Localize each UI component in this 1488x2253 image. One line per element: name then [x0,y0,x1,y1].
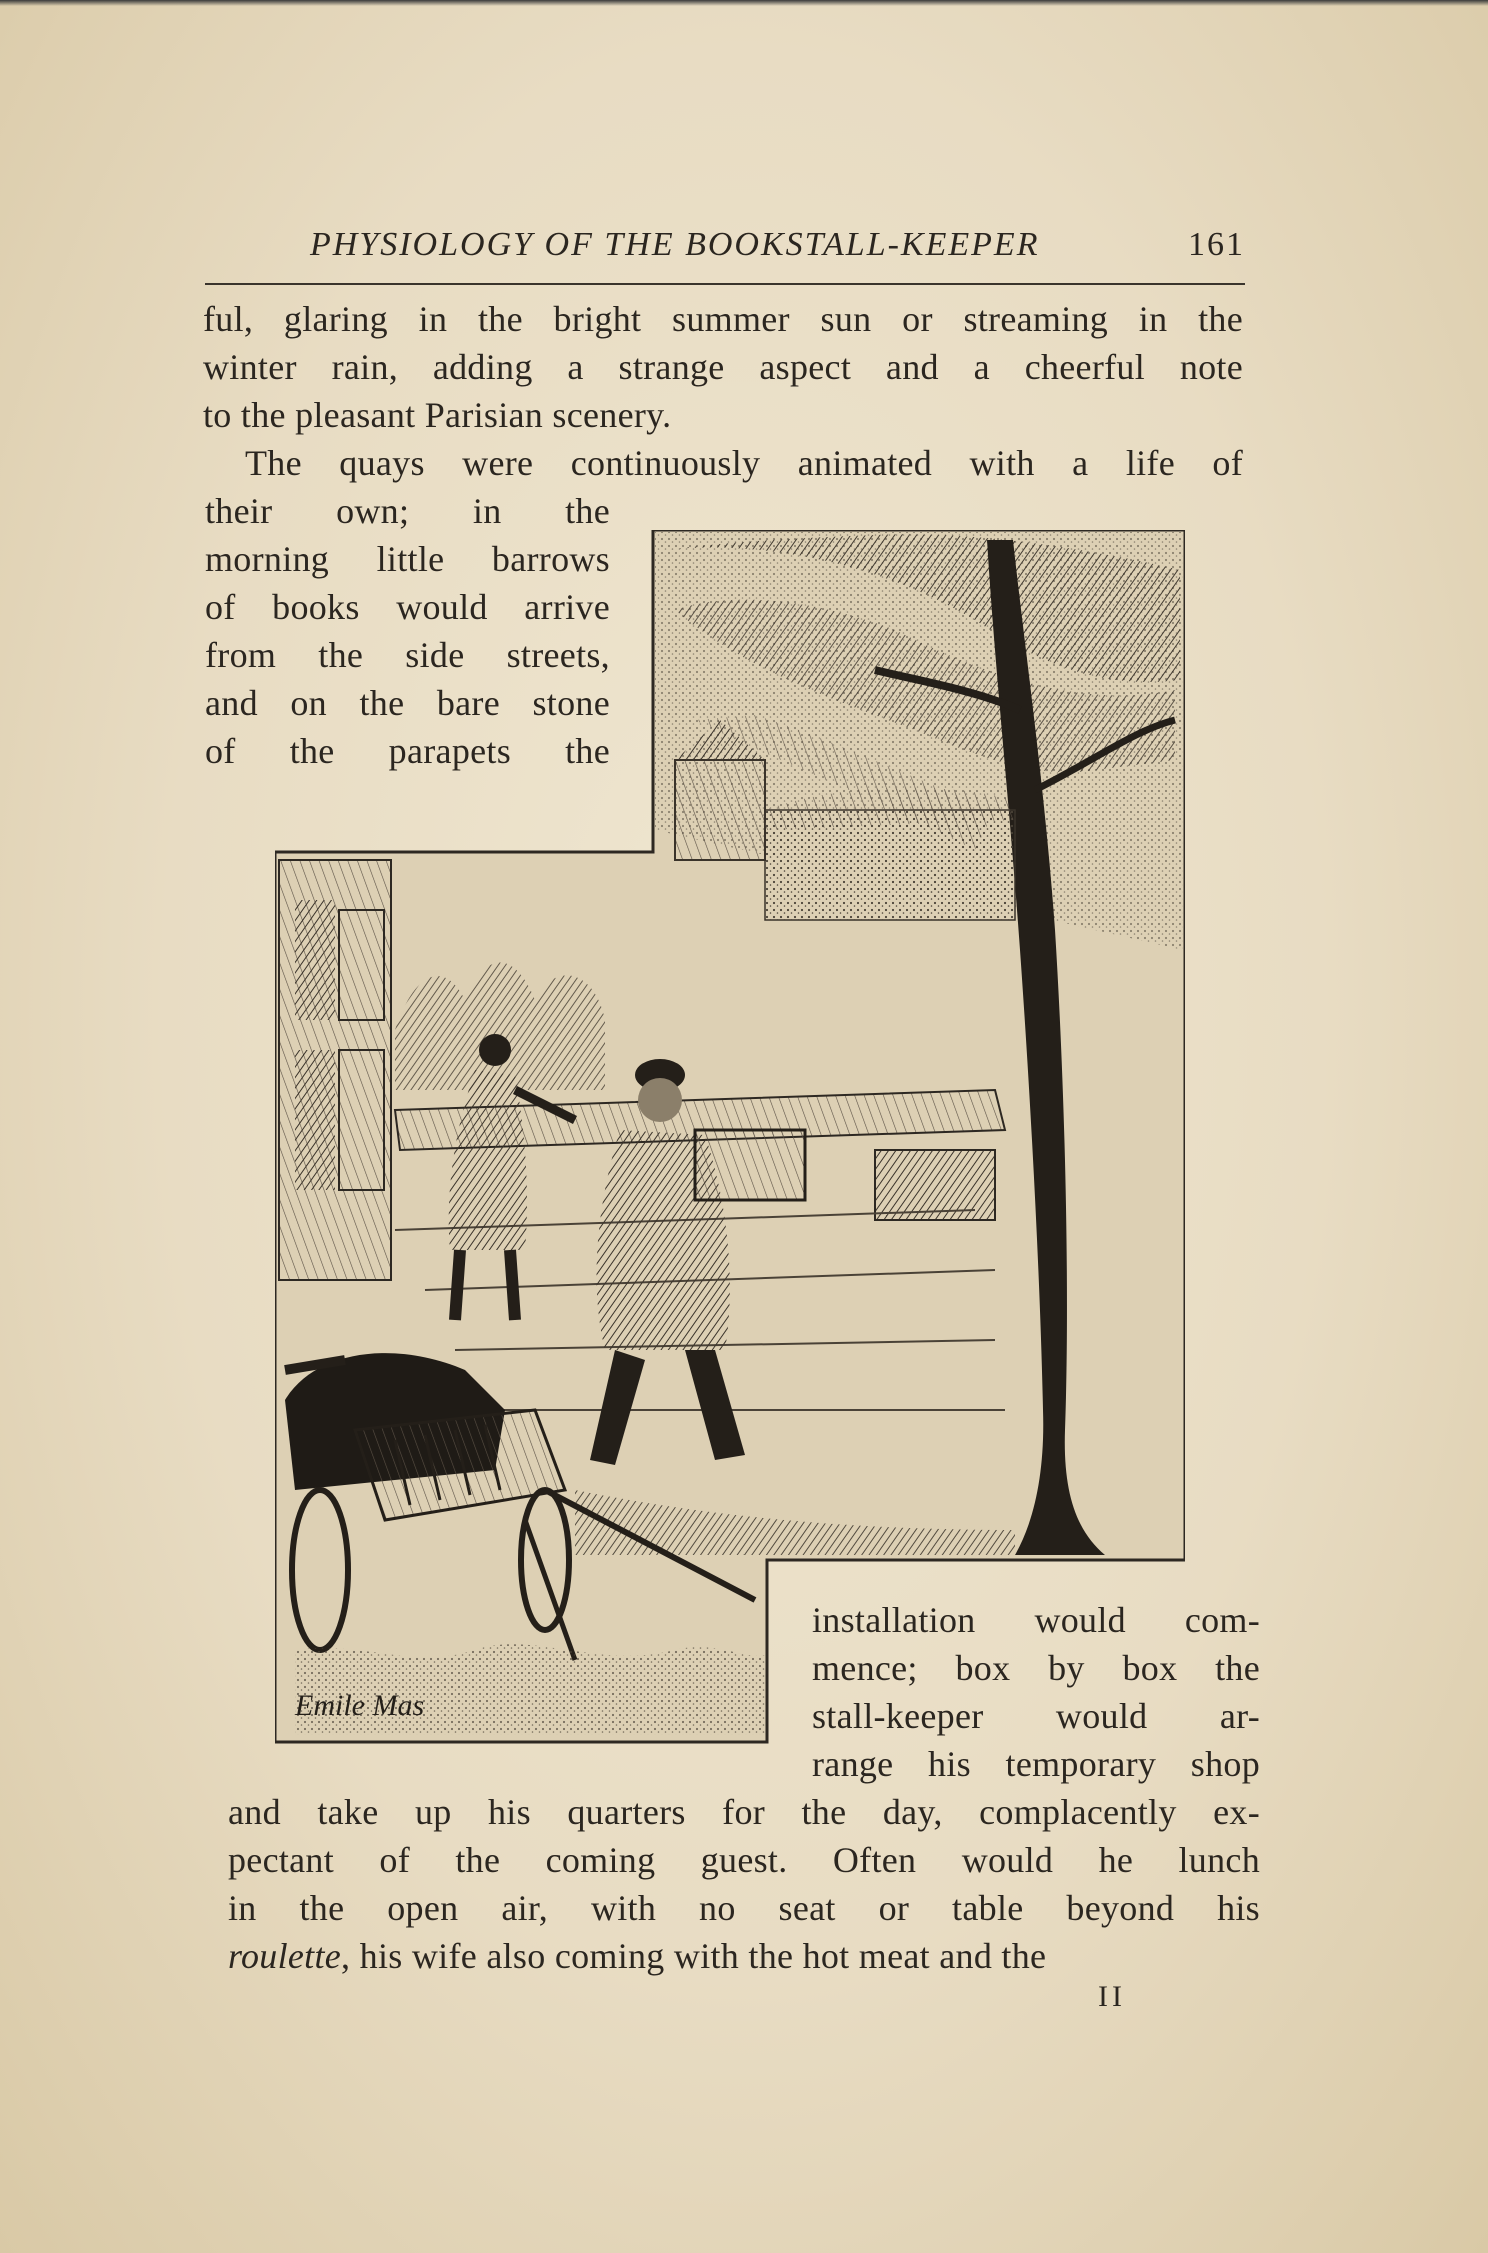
text-line-8 [228,1932,1260,1980]
text-line-6: pectant of the coming guest. Often would he lunch [228,1840,1260,1880]
italic-word-roulette: roulette [228,1936,342,1976]
artist-signature: Emile Mas [295,1689,425,1722]
left-column-line-6: of the parapets the [205,731,610,771]
text-line-2: winter rain, adding a strange aspect and a cheerful note [203,347,1243,387]
sheet-signature: II [1098,1980,1126,2013]
left-column-line-1: their own; in the [205,491,610,531]
text-line-4: The quays were continuously animated with a life of [245,443,1243,483]
running-head [205,220,1245,280]
street-scene-illustration [275,530,1185,1750]
page-top-shadow [0,0,1488,6]
right-column-line-2: mence; box by box the [812,1648,1260,1688]
text-line-1: ful, glaring in the bright summer sun or streaming in the [203,299,1243,339]
left-column-line-5: and on the bare stone [205,683,610,723]
left-column-line-2: morning little barrows [205,539,610,579]
text-line-3: to the pleasant Parisian scenery. [203,395,672,435]
text-line-5: and take up his quarters for the day, complacently ex- [228,1792,1260,1832]
left-column-line-3: of books would arrive [205,587,610,627]
right-column-line-1: installation would com- [812,1600,1260,1640]
right-column-line-3: stall-keeper would ar- [812,1696,1260,1736]
text-line-7: in the open air, with no seat or table beyond his [228,1888,1260,1928]
last-line-rest: , his wife also coming with the hot meat and the [341,1936,1047,1976]
right-column-line-4: range his temporary shop [812,1744,1260,1784]
page-number: 161 [1188,226,1245,263]
header-rule [205,283,1245,285]
running-head-title: PHYSIOLOGY OF THE BOOKSTALL-KEEPER [310,226,1040,263]
left-column-line-4: from the side streets, [205,635,610,675]
